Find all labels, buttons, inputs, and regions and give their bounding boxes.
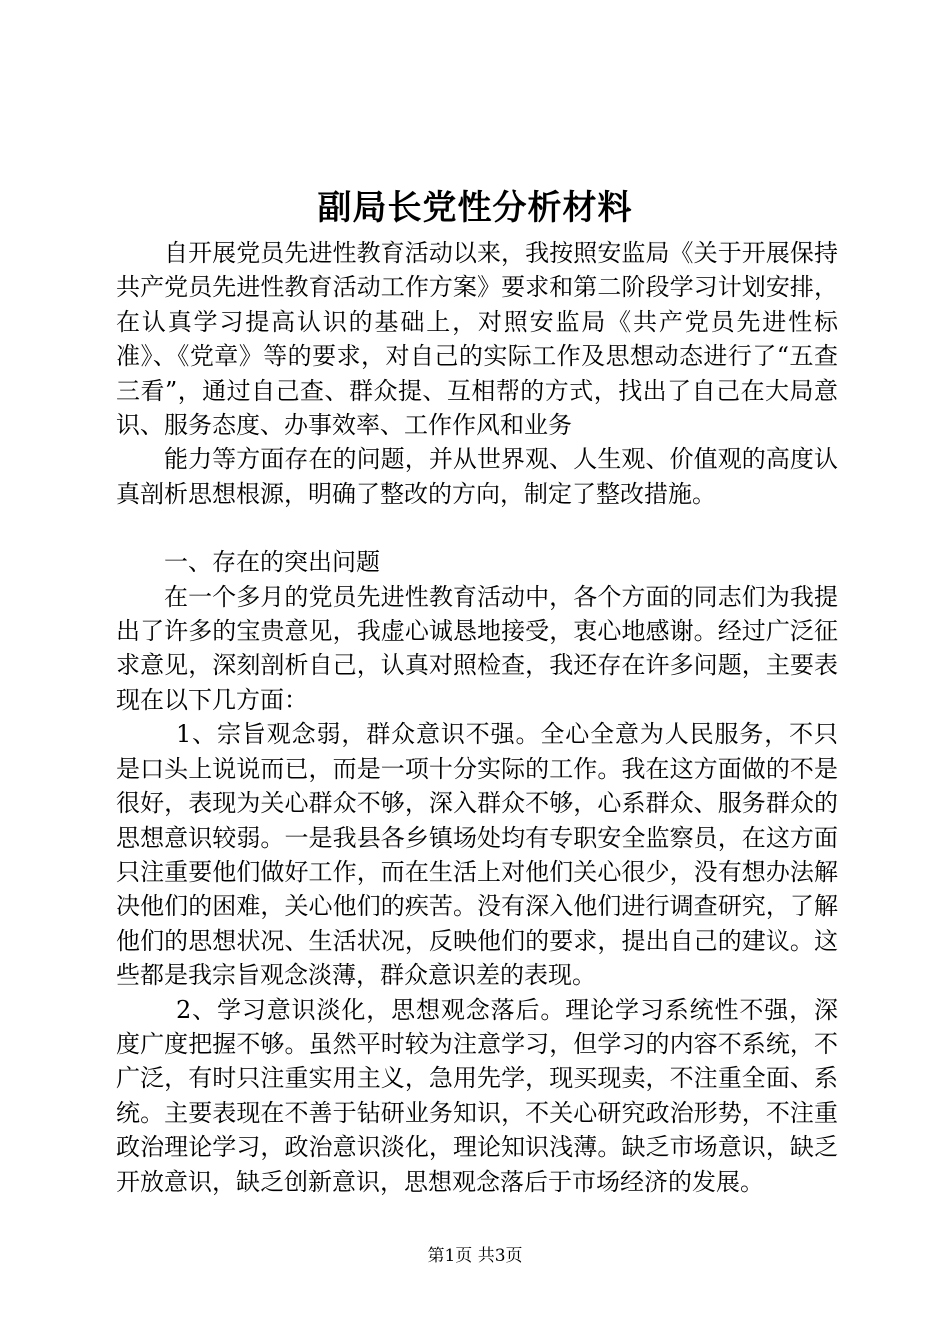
intro-continuation-paragraph: 能力等方面存在的问题，并从世界观、人生观、价值观的高度认真剖析思想根源，明确了整改的方向，制定了整改措施。 <box>116 445 838 508</box>
problem-item-2: 2、学习意识淡化，思想观念落后。理论学习系统性不强，深度广度把握不够。虽然平时较为注意学习，但学习的内容不系统，不广泛，有时只注重实用主义，急用先学，现买现卖，不注重全面、系统。主要表现在不善于钻研业务知识，不关心研究政治形势，不注重政治理论学习，政治意识淡化，理论知识浅薄。缺乏市场意识，缺乏开放意识，缺乏创新意识，思想观念落后于市场经济的发展。 <box>116 995 838 1196</box>
document-title: 副局长党性分析材料 <box>317 188 633 228</box>
problem-item-1: 1、宗旨观念弱，群众意识不强。全心全意为人民服务，不只是口头上说说而已，而是一项十分实际的工作。我在这方面做的不是很好，表现为关心群众不够，深入群众不够，心系群众、服务群众的思想意识较弱。一是我县各乡镇场处均有专职安全监察员，在这方面只注重要他们做好工作，而在生活上对他们关心很少，没有想办法解决他们的困难，关心他们的疾苦。没有深入他们进行调查研究，了解他们的思想状况、生活状况，反映他们的要求，提出自己的建议。这些都是我宗旨观念淡薄，群众意识差的表现。 <box>116 720 838 990</box>
page-number-footer: 第1页 共3页 <box>427 1246 523 1266</box>
section-heading: 一、存在的突出问题 <box>164 548 380 577</box>
intro-paragraph: 自开展党员先进性教育活动以来，我按照安监局《关于开展保持共产党员先进性教育活动工作方案》要求和第二阶段学习计划安排，在认真学习提高认识的基础上，对照安监局《共产党员先进性标准》、《党章》等的要求，对自己的实际工作及思想动态进行了“五查三看”，通过自己查、群众提、互相帮的方式，找出了自己在大局意识、服务态度、办事效率、工作作风和业务 <box>116 239 838 440</box>
problems-intro-paragraph: 在一个多月的党员先进性教育活动中，各个方面的同志们为我提出了许多的宝贵意见，我虚心诚恳地接受，衷心地感谢。经过广泛征求意见，深刻剖析自己，认真对照检查，我还存在许多问题，主要表现在以下几方面： <box>116 582 838 714</box>
document-body <box>116 236 838 1199</box>
